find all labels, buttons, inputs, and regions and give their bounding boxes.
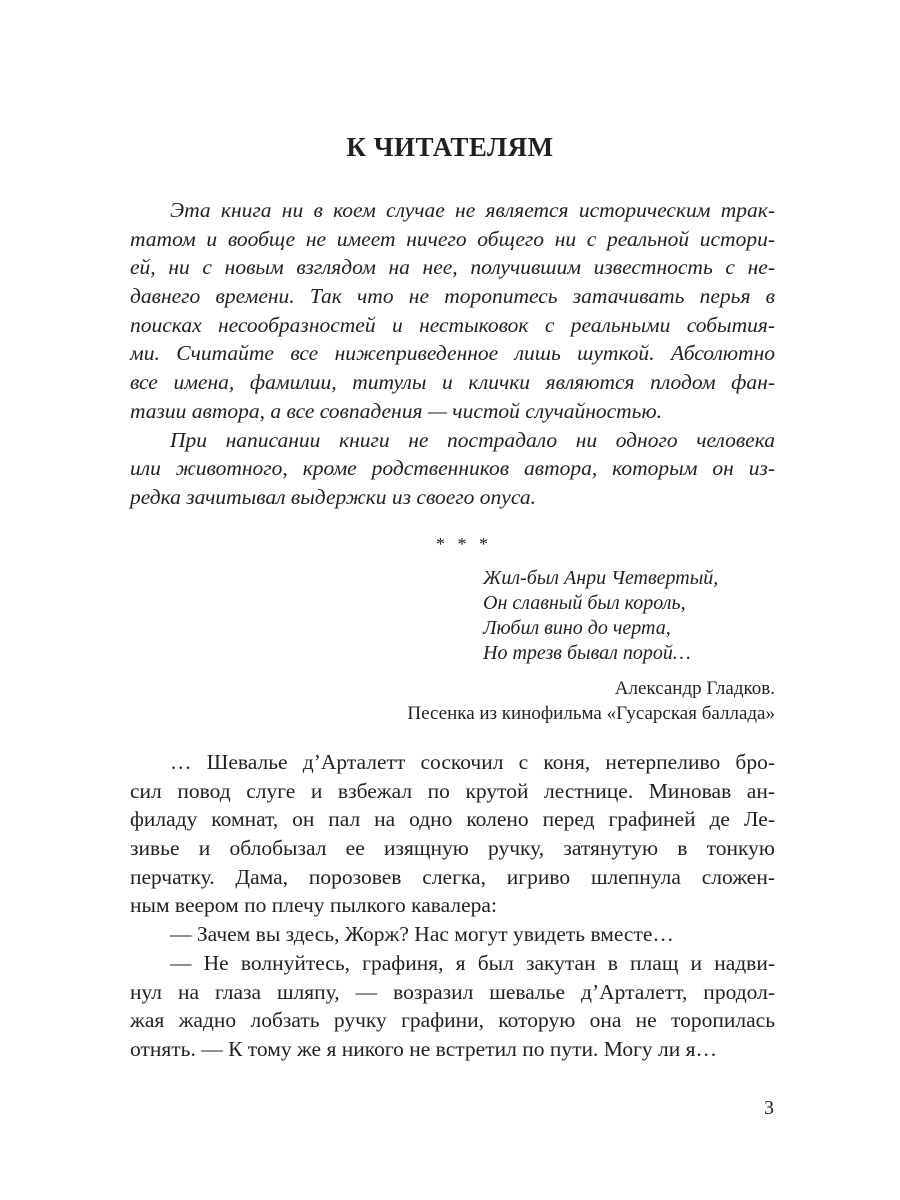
poem-line: Он славный был король, [483, 592, 686, 614]
text-line: Эта книга ни в коем случае не является историческим трак- [170, 198, 775, 222]
text-line: татом и вообще не имеет ничего общего ни с реальной истори- [130, 226, 775, 251]
text-line: ным веером по плечу пылкого кавалера: [130, 893, 497, 918]
text-line: — Зачем вы здесь, Жорж? Нас могут увидеть вместе… [170, 922, 674, 947]
poem-line: Любил вино до черта, [483, 617, 671, 639]
text-line: … Шевалье д’Арталетт соскочил с коня, нетерпеливо бро- [170, 750, 775, 774]
text-line: перчатку. Дама, порозовев слегка, игриво шлепнула сложен- [130, 864, 775, 889]
text-line: сил повод слуге и взбежал по крутой лестнице. Миновав ан- [130, 778, 775, 803]
epigraph-poem [483, 566, 718, 666]
poem-line: Жил-был Анри Четвертый, [483, 567, 719, 589]
text-line: поисках несообразностей и нестыковок с реальными события- [130, 312, 775, 337]
chapter-title: К ЧИТАТЕЛЯМ [346, 132, 554, 162]
epigraph-author: Александр Гладков. [614, 678, 775, 699]
epigraph-source: Песенка из кинофильма «Гусарская баллада» [407, 703, 775, 724]
text-line: ей, ни с новым взглядом на нее, получившим известность с не- [130, 255, 775, 280]
body-text [130, 748, 775, 1064]
text-line: тазии автора, а все совпадения — чистой случайностью. [130, 398, 662, 423]
text-line: филаду комнат, он пал на одно колено перед графиней де Ле- [130, 807, 775, 832]
text-line: или животного, кроме родственников автора, которым он из- [130, 456, 775, 481]
text-line: зивье и облобызал ее изящную ручку, затянутую в тонкую [130, 836, 775, 861]
text-line: нул на глаза шляпу, — возразил шевалье д’Арталетт, продол- [130, 979, 775, 1004]
text-line: все имена, фамилии, титулы и клички являются плодом фан- [130, 370, 775, 395]
epigraph-attribution [407, 676, 775, 726]
page-number: 3 [764, 1097, 774, 1119]
text-line: давнего времени. Так что не торопитесь затачивать перья в [130, 284, 775, 309]
text-line: ми. Считайте все нижеприведенное лишь шуткой. Абсолютно [130, 341, 775, 366]
text-line: редка зачитывал выдержки из своего опуса. [130, 484, 536, 509]
text-line: отнять. — К тому же я никого не встретил по пути. Могу ли я… [130, 1036, 718, 1061]
text-line: жая жадно лобзать ручку графини, которую она не торопилась [130, 1008, 775, 1033]
section-separator: * * * [436, 534, 492, 554]
text-line: — Не волнуйтесь, графиня, я был закутан в плащ и надви- [170, 950, 775, 975]
text-line: При написании книги не пострадало ни одного человека [170, 427, 775, 452]
preface-text [130, 196, 775, 512]
poem-line: Но трезв бывал порой… [483, 642, 691, 664]
